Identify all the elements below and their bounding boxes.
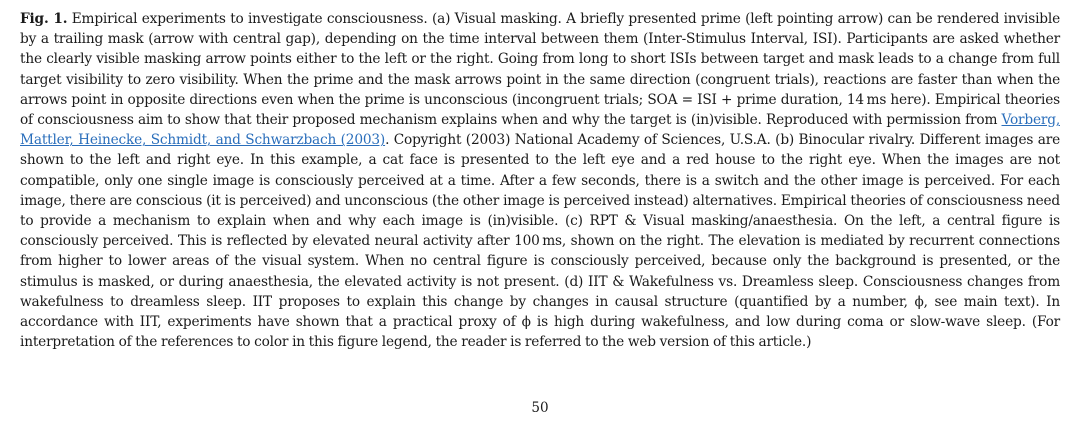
page-number: 50: [531, 400, 549, 416]
citation-link[interactable]: Vorberg, Mattler, Heinecke, Schmidt, and Schwarzbach (2003): [20, 112, 1060, 149]
figure-label: Fig. 1.: [20, 11, 68, 27]
figure-caption: [20, 9, 1060, 352]
caption-text-part-1: Empirical experiments to investigate consciousness. (a) Visual masking. A briefly presented prime (left pointing arrow) can be rendered invisible by a trailing mask (arrow with central gap), depending on the time interval between them (Inter-Stimulus Interval, ISI). Participants are asked whether the clearly visible masking arrow points either to the left or the right. Going from long to short ISIs between target and mask leads to a change from full target visibility to zero visibility. When the prime and the mask arrows point in the same direction (congruent trials), reactions are faster than when the arrows point in opposite directions even when the prime is unconscious (incongruent trials; SOA = ISI + prime duration, 14 ms here). Empirical theories of consciousness aim to show that their proposed mechanism explains when and why the target is (in)visible. Reproduced with permission from: [20, 11, 1060, 129]
caption-text-part-2: . Copyright (2003) National Academy of Sciences, U.S.A. (b) Binocular rivalry. Different images are shown to the left and right eye. In this example, a cat face is presented to the left eye and a red house to the right eye. When the images are not compatible, only one single image is consciously perceived at a time. After a few seconds, there is a switch and the other image is perceived. For each image, there are conscious (it is perceived) and unconscious (the other image is perceived instead) alternatives. Empirical theories of consciousness need to provide a mechanism to explain when and why each image is (in)visible. (c) RPT & Visual masking/anaesthesia. On the left, a central figure is consciously perceived. This is reflected by elevated neural activity after 100 ms, shown on the right. The elevation is mediated by recurrent connections from higher to lower areas of the visual system. When no central figure is consciously perceived, because only the background is presented, or the stimulus is masked, or during anaesthesia, the elevated activity is not present. (d) IIT & Wakefulness vs. Dreamless sleep. Consciousness changes from wakefulness to dreamless sleep. IIT proposes to explain this change by changes in causal structure (quantified by a number, ϕ, see main text). In accordance with IIT, experiments have shown that a practical proxy of ϕ is high during wakefulness, and low during coma or slow-wave sleep. (For interpretation of the references to color in this figure legend, the reader is referred to the web version of this article.): [20, 132, 1060, 351]
